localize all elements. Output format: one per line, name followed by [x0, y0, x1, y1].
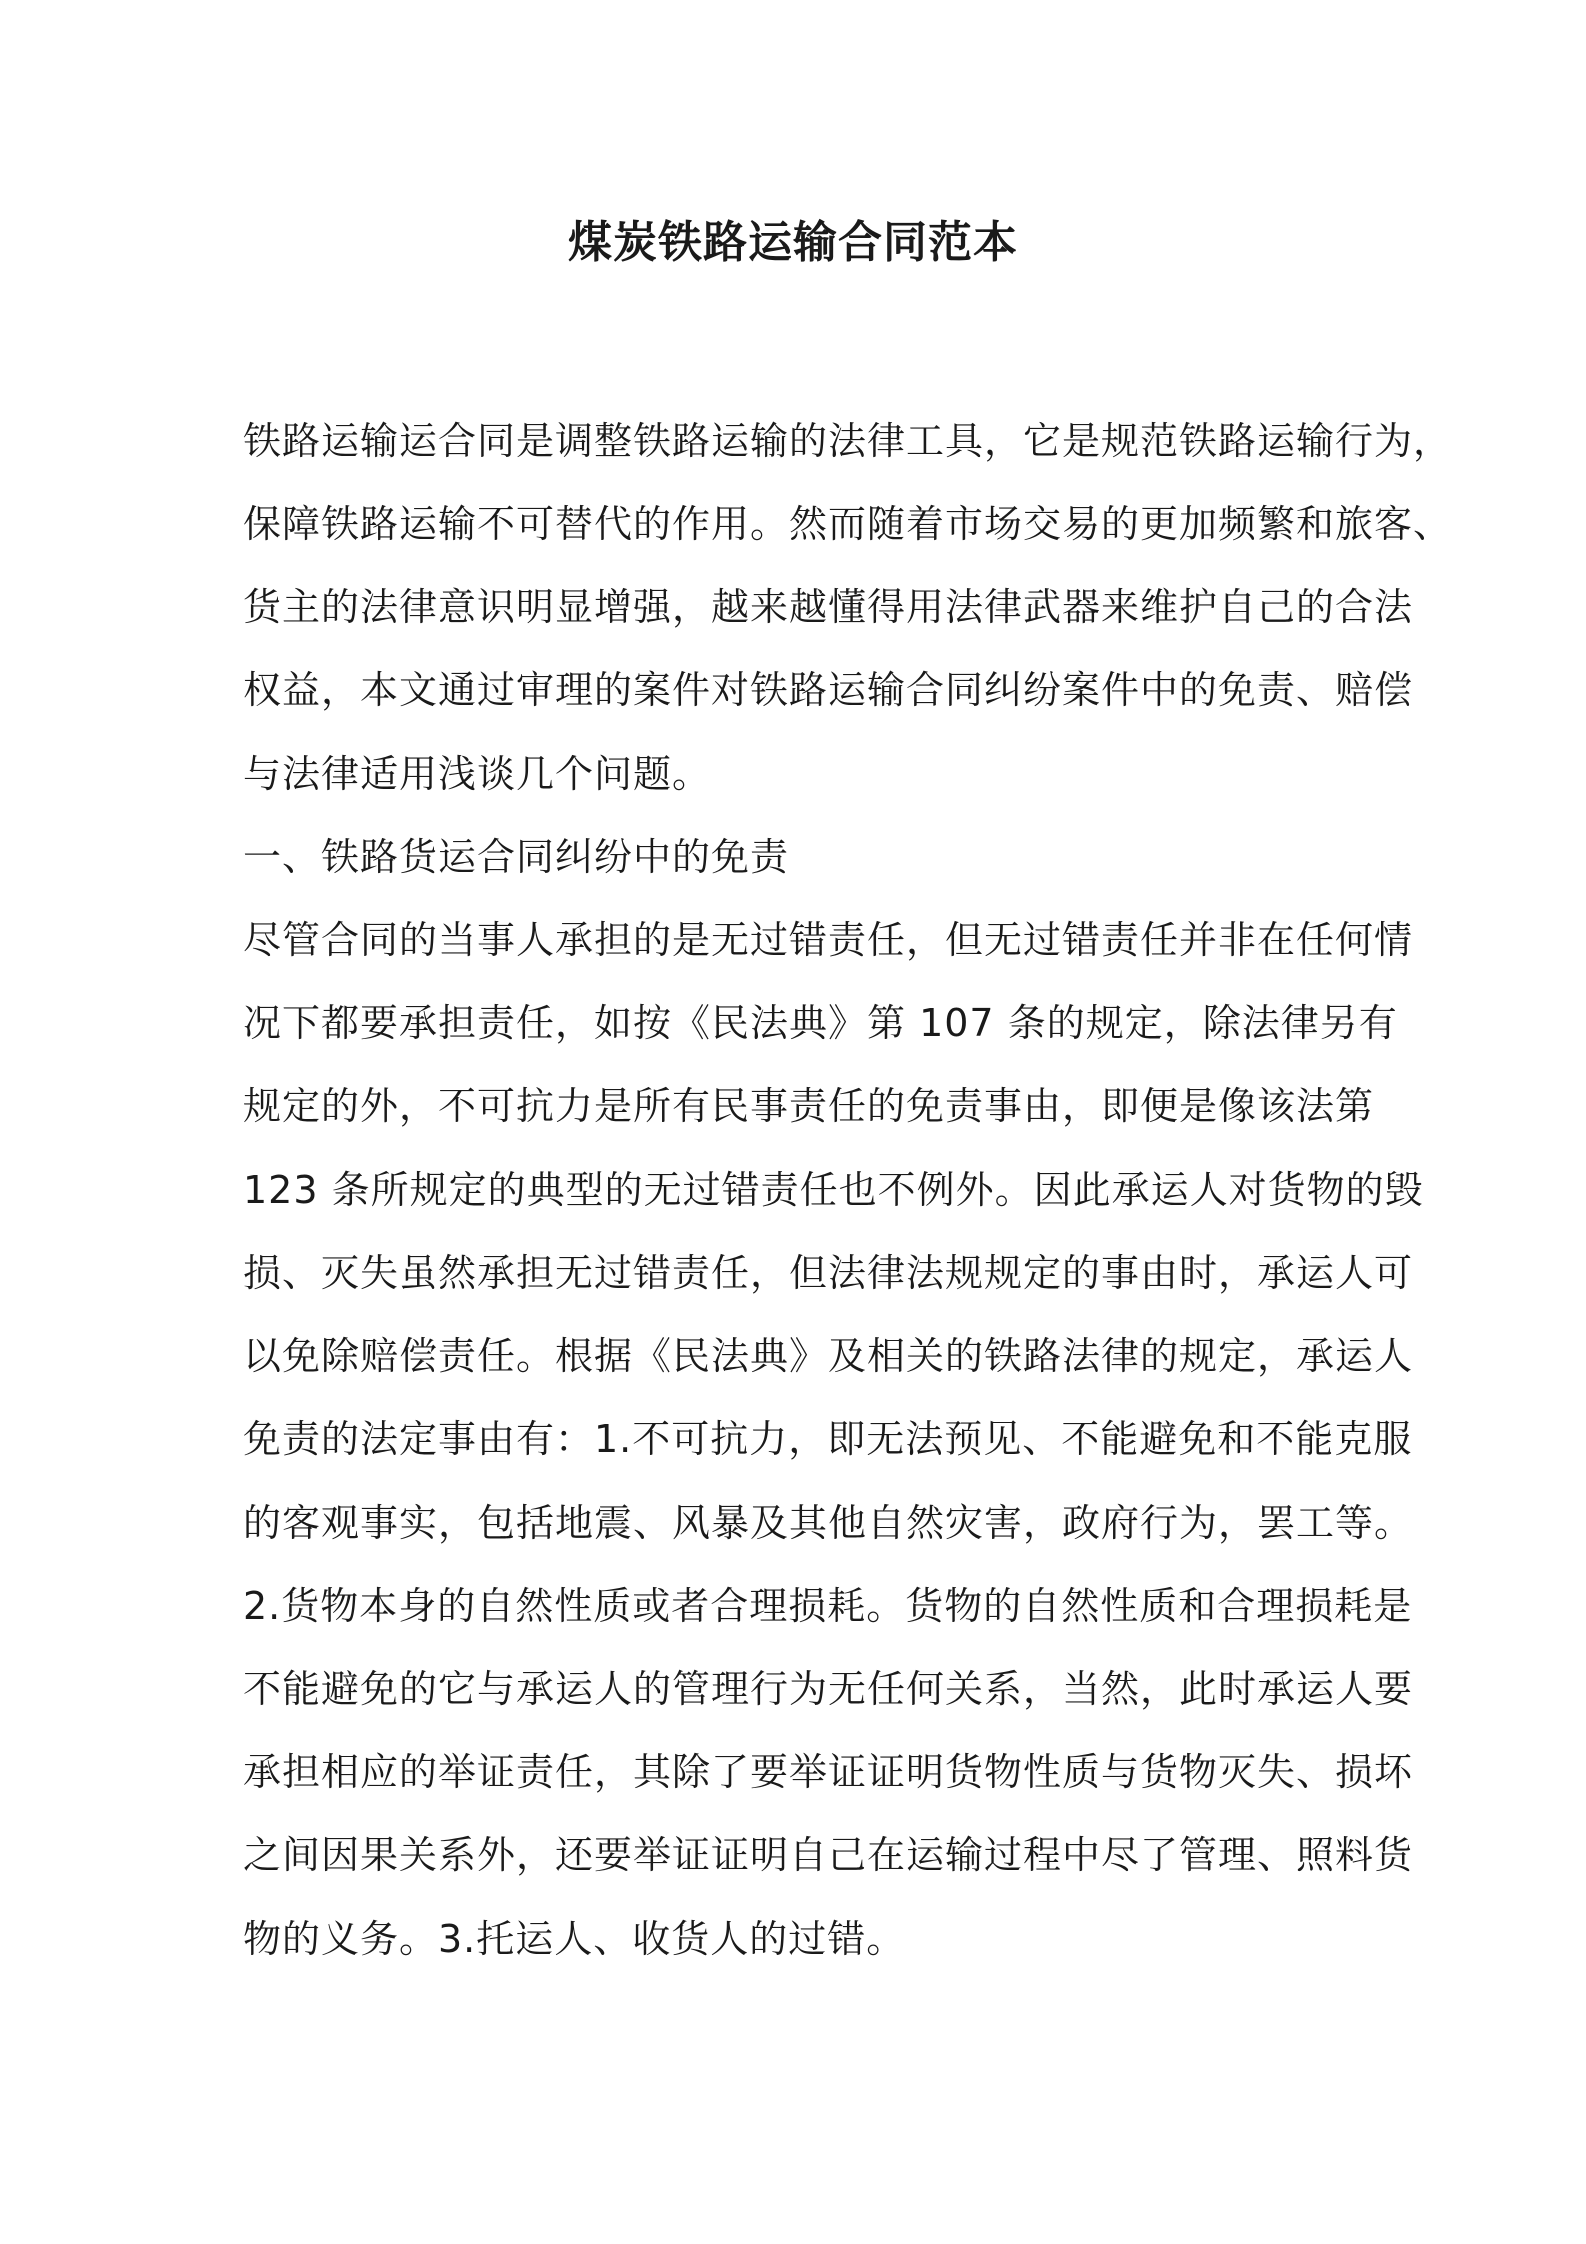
body-line: 保障铁路运输不可替代的作用。然而随着市场交易的更加频繁和旅客、 — [243, 502, 1453, 546]
body-line: 损、灭失虽然承担无过错责任，但法律法规规定的事由时，承运人可 — [243, 1251, 1414, 1295]
document-title: 煤炭铁路运输合同范本 — [568, 217, 1018, 268]
body-line: 货主的法律意识明显增强，越来越懂得用法律武器来维护自己的合法 — [243, 585, 1414, 629]
body-line: 铁路运输运合同是调整铁路运输的法律工具，它是规范铁路运输行为， — [243, 419, 1453, 463]
body-line: 的客观事实，包括地震、风暴及其他自然灾害，政府行为，罢工等。 — [243, 1501, 1414, 1545]
body-line: 2.货物本身的自然性质或者合理损耗。货物的自然性质和合理损耗是 — [243, 1584, 1413, 1628]
body-line: 不能避免的它与承运人的管理行为无任何关系，当然，此时承运人要 — [243, 1667, 1414, 1711]
section-heading: 一、铁路货运合同纠纷中的免责 — [243, 835, 790, 879]
body-line: 规定的外，不可抗力是所有民事责任的免责事由，即便是像该法第 — [243, 1084, 1375, 1128]
body-line: 123 条所规定的典型的无过错责任也不例外。因此承运人对货物的毁 — [243, 1168, 1424, 1212]
body-line: 承担相应的举证责任，其除了要举证证明货物性质与货物灭失、损坏 — [243, 1750, 1414, 1794]
body-line: 物的义务。3.托运人、收货人的过错。 — [243, 1917, 906, 1961]
body-line: 之间因果关系外，还要举证证明自己在运输过程中尽了管理、照料货 — [243, 1833, 1414, 1877]
body-line: 况下都要承担责任，如按《民法典》第 107 条的规定，除法律另有 — [243, 1001, 1398, 1045]
body-line: 以免除赔偿责任。根据《民法典》及相关的铁路法律的规定，承运人 — [243, 1334, 1414, 1378]
body-line: 尽管合同的当事人承担的是无过错责任，但无过错责任并非在任何情 — [243, 918, 1414, 962]
body-line: 权益，本文通过审理的案件对铁路运输合同纠纷案件中的免责、赔偿 — [243, 668, 1414, 712]
body-line: 免责的法定事由有：1.不可抗力，即无法预见、不能避免和不能克服 — [243, 1417, 1413, 1461]
body-line: 与法律适用浅谈几个问题。 — [243, 752, 712, 796]
